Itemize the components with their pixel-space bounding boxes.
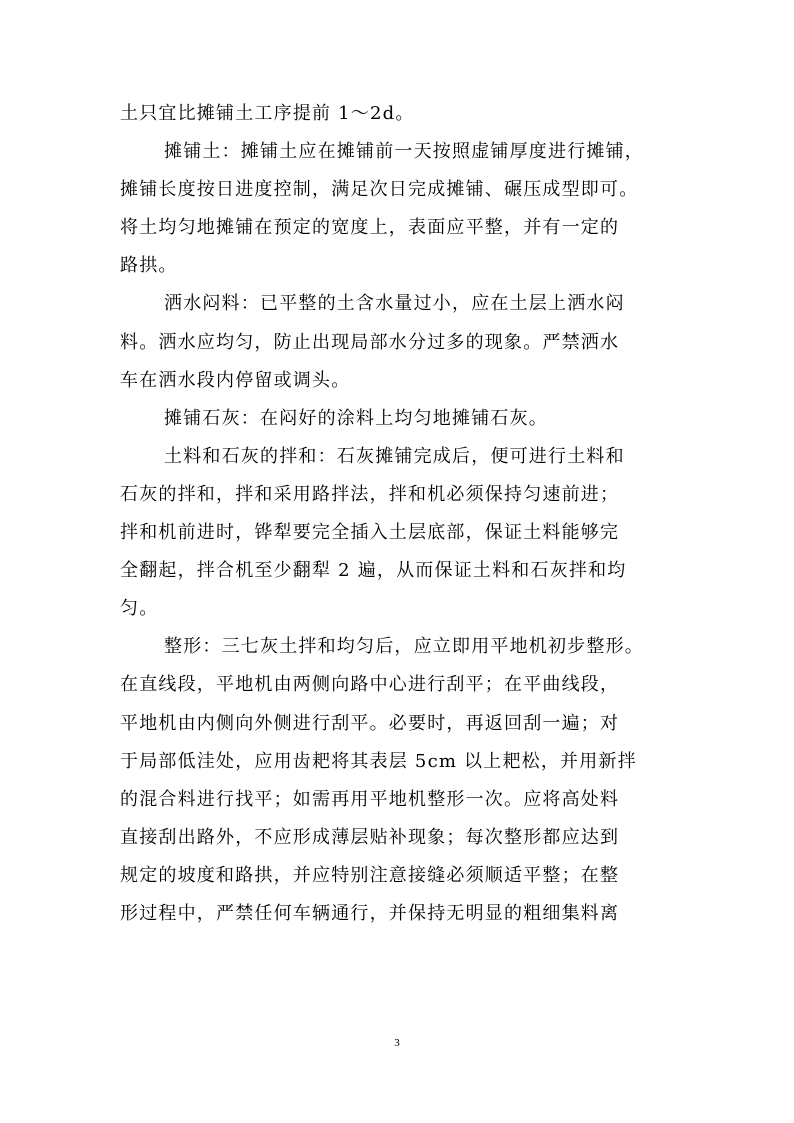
text-line: 路拱。: [120, 255, 178, 277]
text-line: 全翻起，拌合机至少翻犁 2 遍，从而保证土料和石灰拌和均: [120, 560, 627, 582]
text-line: 将土均匀地摊铺在预定的宽度上，表面应平整，并有一定的: [120, 217, 620, 239]
text-line: 土只宜比摊铺土工序提前 1～2d。: [120, 103, 415, 124]
text-line: 于局部低洼处，应用齿耙将其表层 5cm 以上耙松，并用新拌: [120, 750, 637, 772]
text-line: 洒水闷料：已平整的土含水量过小，应在土层上洒水闷: [164, 293, 625, 315]
text-line: 直接刮出路外，不应形成薄层贴补现象；每次整形都应达到: [120, 826, 620, 848]
text-line: 摊铺长度按日进度控制，满足次日完成摊铺、碾压成型即可。: [120, 179, 639, 201]
text-line: 车在洒水段内停留或调头。: [120, 369, 351, 391]
text-line: 料。洒水应均匀，防止出现局部水分过多的现象。严禁洒水: [120, 331, 620, 353]
text-line: 石灰的拌和，拌和采用路拌法，拌和机必须保持匀速前进；: [120, 483, 620, 505]
text-line: 的混合料进行找平；如需再用平地机整形一次。应将高处料: [120, 788, 620, 810]
text-line: 土料和石灰的拌和：石灰摊铺完成后，便可进行土料和: [164, 445, 625, 467]
text-line: 摊铺石灰：在闷好的涂料上均匀地摊铺石灰。: [164, 407, 548, 429]
text-line: 摊铺土：摊铺土应在摊铺前一天按照虚铺厚度进行摊铺，: [164, 141, 644, 163]
text-line: 形过程中，严禁任何车辆通行，并保持无明显的粗细集料离: [120, 902, 620, 924]
text-line: 整形：三七灰土拌和均匀后，应立即用平地机初步整形。: [164, 636, 644, 658]
text-line: 规定的坡度和路拱，并应特别注意接缝必须顺适平整；在整: [120, 864, 620, 886]
page-number: 3: [394, 1037, 400, 1049]
body-text: [120, 95, 690, 933]
text-line: 平地机由内侧向外侧进行刮平。必要时，再返回刮一遍；对: [120, 712, 620, 734]
text-line: 匀。: [120, 598, 159, 620]
text-line: 在直线段，平地机由两侧向路中心进行刮平；在平曲线段，: [120, 674, 620, 696]
text-line: 拌和机前进时，铧犁要完全插入土层底部，保证土料能够完: [120, 522, 620, 544]
